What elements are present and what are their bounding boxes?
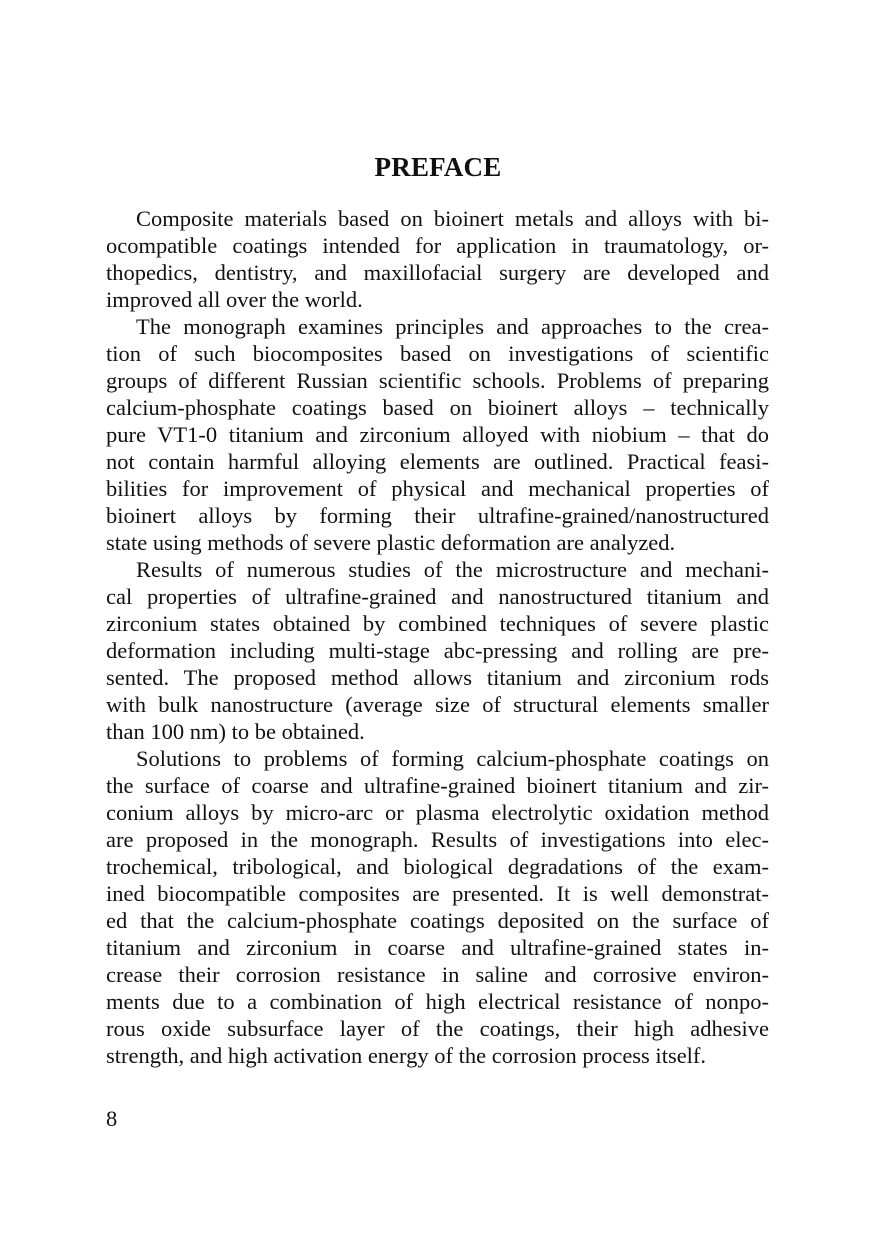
paragraph (106, 205, 769, 313)
text-line: Results of numerous studies of the microstructure and mechani- (136, 557, 769, 582)
text-line: are proposed in the monograph. Results of investigations into elec- (106, 827, 769, 852)
text-line: improved all over the world. (106, 287, 363, 312)
text-line: deformation including multi-stage abc-pressing and rolling are pre- (106, 638, 769, 663)
text-line: zirconium states obtained by combined techniques of severe plastic (106, 611, 769, 636)
text-line: crease their corrosion resistance in saline and corrosive environ- (106, 962, 769, 987)
preface-body (106, 205, 769, 1069)
text-line: tion of such biocomposites based on investigations of scientific (106, 341, 769, 366)
text-line: Solutions to problems of forming calcium-phosphate coatings on (136, 746, 769, 771)
text-line: calcium-phosphate coatings based on bioinert alloys – technically (106, 395, 769, 420)
text-line: cal properties of ultrafine-grained and nanostructured titanium and (106, 584, 769, 609)
text-line: rous oxide subsurface layer of the coatings, their high adhesive (106, 1016, 769, 1041)
text-line: bioinert alloys by forming their ultrafine-grained/nanostructured (106, 503, 769, 528)
text-line: trochemical, tribological, and biological degradations of the exam- (106, 854, 769, 879)
text-line: strength, and high activation energy of the corrosion process itself. (106, 1043, 707, 1068)
text-line: conium alloys by micro-arc or plasma electrolytic oxidation method (106, 800, 769, 825)
text-line: ocompatible coatings intended for application in traumatology, or- (106, 233, 769, 258)
text-line: the surface of coarse and ultrafine-grained bioinert titanium and zir- (106, 773, 769, 798)
text-line: ments due to a combination of high electrical resistance of nonpo- (106, 989, 769, 1014)
text-line: bilities for improvement of physical and mechanical properties of (106, 476, 769, 501)
text-line: The monograph examines principles and approaches to the crea- (136, 314, 769, 339)
text-line: titanium and zirconium in coarse and ultrafine-grained states in- (106, 935, 769, 960)
text-line: with bulk nanostructure (average size of structural elements smaller (106, 692, 769, 717)
page-number: 8 (106, 1106, 118, 1131)
text-line: state using methods of severe plastic deformation are analyzed. (106, 530, 676, 555)
paragraph (106, 556, 769, 745)
paragraph (106, 313, 769, 556)
text-line: thopedics, dentistry, and maxillofacial surgery are developed and (106, 260, 769, 285)
text-line: ined biocompatible composites are presented. It is well demonstrat- (106, 881, 769, 906)
text-line: ed that the calcium-phosphate coatings deposited on the surface of (106, 908, 769, 933)
text-line: Composite materials based on bioinert metals and alloys with bi- (136, 206, 769, 231)
page-title: PREFACE (374, 152, 502, 182)
paragraph (106, 745, 769, 1069)
text-line: than 100 nm) to be obtained. (106, 719, 365, 744)
text-line: pure VT1-0 titanium and zirconium alloyed with niobium – that do (106, 422, 769, 447)
text-line: not contain harmful alloying elements are outlined. Practical feasi- (106, 449, 769, 474)
text-line: groups of different Russian scientific schools. Problems of preparing (106, 368, 769, 393)
text-line: sented. The proposed method allows titanium and zirconium rods (106, 665, 769, 690)
